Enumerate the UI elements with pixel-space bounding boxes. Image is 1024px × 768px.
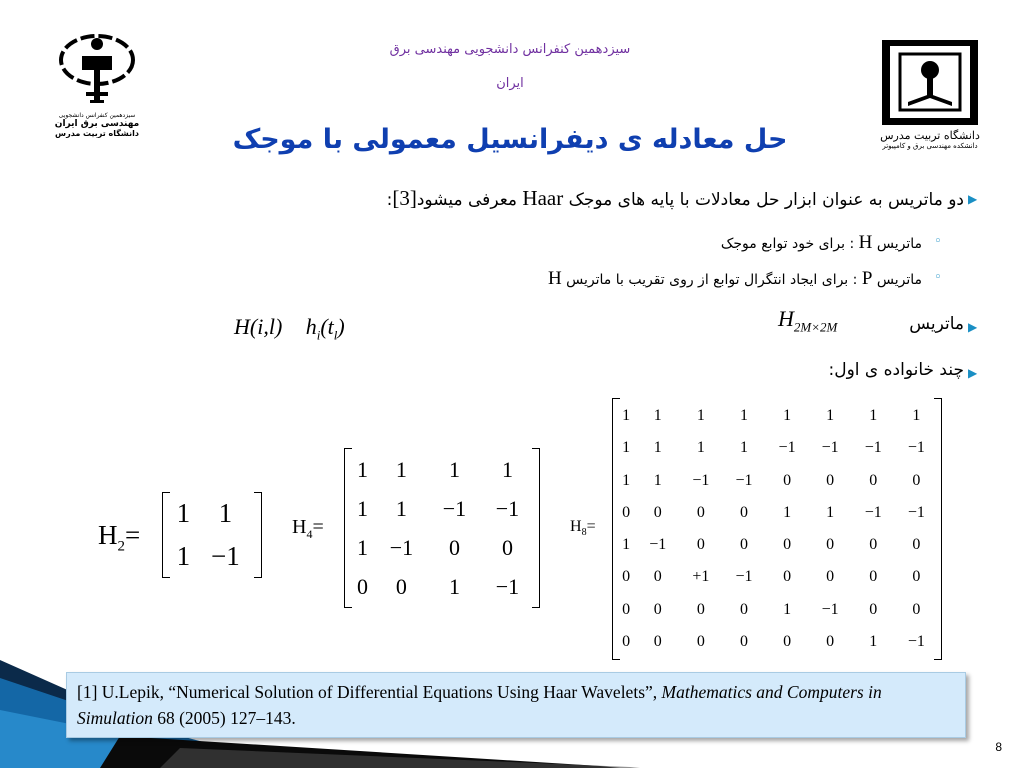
h8-cell: 1 (869, 632, 878, 650)
bullet-1-term: Haar (522, 186, 564, 210)
h8-row (616, 529, 938, 561)
h8-cell: 1 (622, 407, 631, 425)
h4-cell: −1 (389, 534, 414, 560)
sub-bullet-1 (222, 232, 922, 254)
h4-cell: 1 (356, 495, 368, 521)
h8-cell: 1 (696, 407, 705, 425)
h2-cell: 1 (218, 498, 233, 528)
h4-cell: 1 (448, 573, 460, 599)
h8-cell: −1 (864, 503, 882, 521)
h4-cell: 0 (448, 534, 460, 560)
h8-cell: 1 (869, 407, 878, 425)
h8-cell: 0 (653, 568, 662, 586)
h8-cell: 0 (739, 536, 748, 554)
bullet-1-suffix: معرفی میشود (416, 190, 517, 210)
h4-subscript: 4 (306, 527, 313, 541)
h2-cell: −1 (211, 541, 240, 571)
h8-cell: 1 (739, 407, 748, 425)
h8-cell: 0 (826, 536, 835, 554)
h8-cell: 0 (912, 600, 921, 618)
h4-cell: −1 (442, 495, 467, 521)
h8-cell: 0 (869, 471, 878, 489)
sub-1-prefix: ماتریس (876, 236, 922, 252)
formula-right-t: (t (302, 314, 316, 339)
reference-journal-1: Mathematics (661, 682, 752, 702)
right-logo-line1: دانشگاه تربیت مدرس (880, 129, 980, 142)
h4-cell: 0 (501, 534, 513, 560)
h8-cell: −1 (735, 471, 753, 489)
h8-cell: 1 (622, 536, 631, 554)
h2-matrix (162, 492, 262, 578)
h8-cell: 0 (696, 600, 705, 618)
bullet-3-text: چند خانواده ی اول: (828, 360, 964, 380)
sub-1-marker-icon: ◦ (934, 234, 942, 249)
bullet-1-citation: [3] (392, 186, 417, 210)
left-logo-line3: دانشگاه تربیت مدرس (55, 129, 139, 138)
h8-letter: H (570, 518, 582, 535)
h8-cell: 0 (783, 568, 792, 586)
bullet-1-text: دو ماتریس به عنوان ابزار حل معادلات با پایه های موجک (568, 190, 964, 210)
sub-1-symbol: H (858, 232, 873, 253)
bullet-3-marker-icon: ▶ (968, 366, 978, 380)
reference-journal-2: and Computers in Simulation (77, 682, 882, 728)
h8-cell: −1 (907, 632, 925, 650)
reference-rest: 68 (2005) 127–143. (152, 708, 296, 728)
h2-letter: H (98, 520, 118, 550)
reference-box (66, 672, 966, 738)
h2-equals: = (125, 520, 141, 550)
h8-cell: 0 (912, 471, 921, 489)
h8-cell: 0 (622, 503, 631, 521)
page-number: 8 (995, 740, 1002, 754)
h8-cell: −1 (778, 439, 796, 457)
reference-prefix: [1] U.Lepik, “Numerical Solution of Differential Equations Using Haar Wavelets”, (77, 682, 662, 702)
h4-label (292, 516, 324, 542)
h4-cell: −1 (495, 495, 520, 521)
formula-sub-l: l (315, 327, 320, 343)
h8-cell: 1 (826, 407, 835, 425)
h8-cell: −1 (907, 503, 925, 521)
h8-cell: 0 (739, 503, 748, 521)
h8-cell: +1 (692, 568, 710, 586)
h8-cell: 1 (912, 407, 921, 425)
h8-cell: 1 (783, 407, 792, 425)
conference-country: ایران (496, 76, 524, 91)
h4-equals: = (312, 516, 324, 538)
sub-2-text: : برای ایجاد انتگرال توابع از روی تقریب با ماتریس (566, 272, 858, 288)
h4-cell: 0 (356, 573, 368, 599)
h8-cell: 0 (739, 632, 748, 650)
h8-cell: 0 (783, 471, 792, 489)
h8-cell: 0 (869, 536, 878, 554)
h4-cell: 1 (395, 456, 407, 482)
h8-cell: 1 (696, 439, 705, 457)
h4-cell: 1 (395, 495, 407, 521)
h8-cell: 0 (653, 503, 662, 521)
h8-cell: 0 (696, 536, 705, 554)
h8-row (616, 400, 938, 432)
h4-cell: 1 (356, 534, 368, 560)
h2-row (170, 492, 254, 535)
h8-label (570, 518, 596, 538)
h8-cell: 0 (622, 600, 631, 618)
h8-cell: 1 (783, 600, 792, 618)
h8-row (616, 594, 938, 626)
sub-2-symbol: P (861, 268, 873, 289)
h8-cell: −1 (692, 471, 710, 489)
bullet-2-math (778, 306, 837, 335)
h8-cell: −1 (821, 600, 839, 618)
h4-matrix (344, 448, 540, 608)
sub-2-marker-icon: ◦ (934, 270, 942, 285)
h4-row (350, 567, 534, 606)
h4-row (350, 489, 534, 528)
h8-cell: 0 (622, 568, 631, 586)
h8-cell: 0 (912, 536, 921, 554)
h8-cell: 1 (783, 503, 792, 521)
h8-equals: = (586, 518, 596, 535)
sub-bullet-2 (222, 268, 922, 290)
h8-cell: 0 (783, 536, 792, 554)
h4-row (350, 450, 534, 489)
haar-formula (234, 314, 345, 343)
h8-cell: 0 (696, 632, 705, 650)
h8-cell: −1 (821, 439, 839, 457)
h4-cell: 1 (448, 456, 460, 482)
sub-1-text: : برای خود توابع موجک (720, 236, 855, 252)
h2-row (170, 535, 254, 578)
h8-cell: −1 (907, 439, 925, 457)
formula-close: ) (319, 314, 327, 339)
h4-cell: 1 (356, 456, 368, 482)
h8-cell: 0 (653, 600, 662, 618)
bullet-item-1 (84, 186, 964, 211)
bullet-1-marker-icon: ▶ (968, 192, 978, 206)
h2-cell: 1 (176, 498, 191, 528)
slide-title: حل معادله ی دیفرانسیل معمولی با موجک (232, 124, 788, 155)
conference-name: سیزدهمین کنفرانس دانشجویی مهندسی برق (389, 42, 631, 57)
left-logo-line1: سیزدهمین کنفرانس دانشجویی (58, 112, 136, 119)
h8-row (616, 626, 938, 658)
h8-row (616, 465, 938, 497)
bullet-item-3 (664, 360, 964, 380)
h8-cell: 0 (783, 632, 792, 650)
h8-cell: 0 (826, 471, 835, 489)
h8-cell: −1 (864, 439, 882, 457)
h8-cell: 0 (653, 632, 662, 650)
formula-symbol (288, 321, 300, 338)
sub-2-prefix: ماتریس (876, 272, 922, 288)
h8-cell: 1 (739, 439, 748, 457)
bullet-2-text: ماتریس (909, 314, 964, 334)
h4-cell: 0 (395, 573, 407, 599)
h4-cell: 1 (501, 456, 513, 482)
bullet-2-marker-icon: ▶ (968, 320, 978, 334)
h8-cell: 1 (826, 503, 835, 521)
h8-cell: 0 (869, 568, 878, 586)
h8-cell: −1 (649, 536, 667, 554)
h8-cell: 1 (653, 439, 662, 457)
h8-row (616, 497, 938, 529)
h8-cell: 0 (826, 632, 835, 650)
left-logo-line2: مهندسی برق ایران (54, 119, 140, 129)
h8-row (616, 561, 938, 593)
h8-cell: 0 (622, 632, 631, 650)
h8-subscript: 8 (581, 527, 587, 539)
h4-row (350, 528, 534, 567)
sub-2-symbol2: H (547, 268, 562, 289)
h8-cell: 1 (622, 439, 631, 457)
h8-cell: 0 (912, 568, 921, 586)
bullet-1-colon: : (386, 190, 393, 210)
h8-row (616, 432, 938, 464)
formula-sub-i: i (298, 327, 303, 343)
formula-left: H(i,l) (234, 314, 283, 339)
h2-subscript: 2 (117, 538, 125, 555)
h8-matrix (612, 398, 942, 660)
h8-cell: 1 (653, 471, 662, 489)
h2-label (98, 520, 140, 555)
right-logo-line2: دانشکده مهندسی برق و کامپیوتر (882, 142, 978, 150)
h8-cell: 0 (869, 600, 878, 618)
bullet-2-symbol: H (778, 306, 794, 331)
h8-cell: 0 (696, 503, 705, 521)
h8-cell: −1 (735, 568, 753, 586)
h8-cell: 1 (622, 471, 631, 489)
h8-cell: 0 (826, 568, 835, 586)
h2-cell: 1 (176, 541, 191, 571)
formula-right-h: h (287, 314, 299, 339)
h8-cell: 0 (739, 600, 748, 618)
h4-letter: H (292, 516, 307, 538)
h4-cell: −1 (495, 573, 520, 599)
h8-cell: 1 (653, 407, 662, 425)
bullet-2-subscript: 2M×2M (793, 319, 838, 335)
